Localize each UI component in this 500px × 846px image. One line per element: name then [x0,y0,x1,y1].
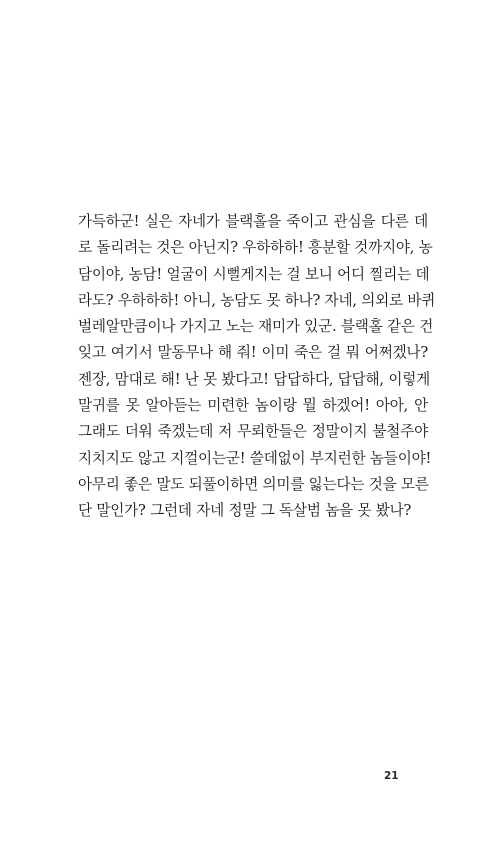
text-line: 담이야, 농담! 얼굴이 시뻘게지는 걸 보니 어디 찔리는 데 [78,265,430,283]
text-line: 잊고 여기서 말동무나 해 줘! 이미 죽은 걸 뭐 어쩌겠나? [78,344,428,362]
page-number: 21 [384,770,399,782]
text-line: 단 말인가? 그런데 자네 정말 그 독살범 놈을 못 봤나? [78,502,412,520]
text-line: 지치지도 않고 지껄이는군! 쓸데없이 부지런한 놈들이야! [78,449,432,467]
text-line: 말귀를 못 알아듣는 미련한 놈이랑 뭘 하겠어! 아아, 안 [78,397,428,415]
text-line: 가득하군! 실은 자네가 블랙홀을 죽이고 관심을 다른 데 [78,213,428,230]
text-line: 라도? 우하하하! 아니, 농담도 못 하나? 자네, 의외로 바퀴 [78,291,436,309]
text-line: 로 돌리려는 것은 아닌지? 우하하하! 흥분할 것까지야, 농 [78,239,433,257]
body-paragraph [78,209,436,525]
text-line: 아무리 좋은 말도 되풀이하면 의미를 잃는다는 것을 모른 [78,475,429,493]
text-line: 젠장, 맘대로 해! 난 못 봤다고! 답답하다, 답답해, 이렇게 [78,370,431,388]
text-line: 벌레알만큼이나 가지고 노는 재미가 있군. 블랙홀 같은 건 [78,318,434,336]
text-line: 그래도 더워 죽겠는데 저 무뢰한들은 정말이지 불철주야 [78,423,428,441]
